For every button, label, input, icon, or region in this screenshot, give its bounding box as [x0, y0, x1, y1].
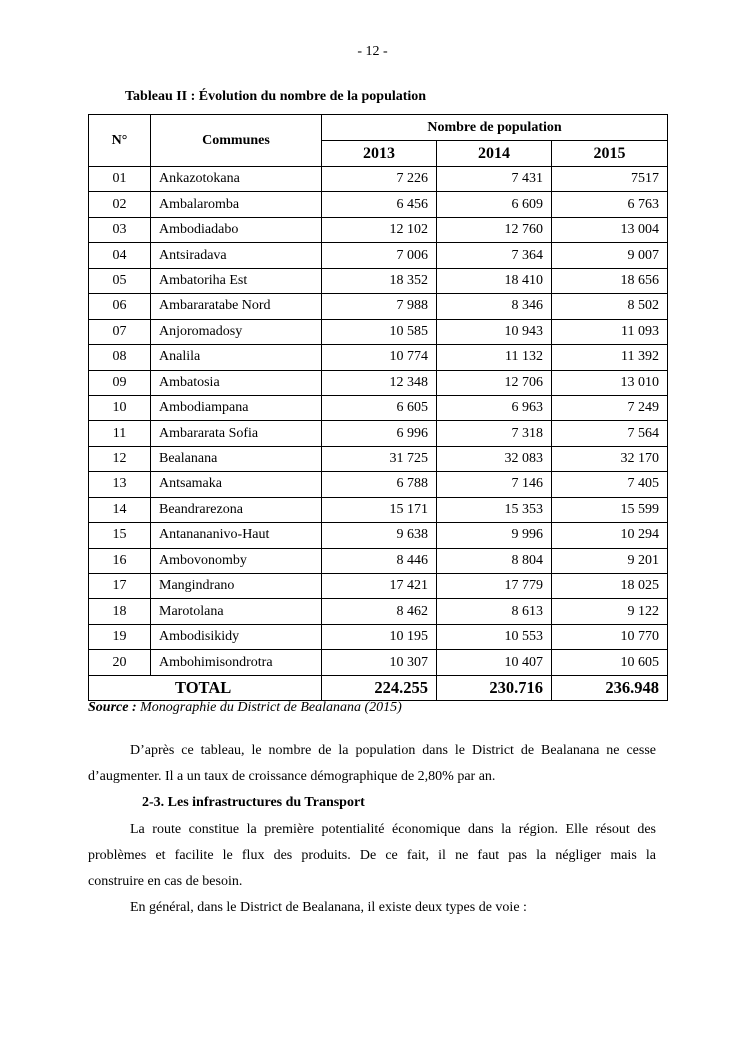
table-row: [89, 472, 668, 497]
row-2014: 15 353: [437, 497, 552, 522]
row-commune: Analila: [151, 345, 322, 370]
row-commune: Beandrarezona: [151, 497, 322, 522]
row-number: 11: [89, 421, 151, 446]
row-commune: Ambatoriha Est: [151, 268, 322, 293]
row-2014: 12 706: [437, 370, 552, 395]
row-2014: 12 760: [437, 217, 552, 242]
row-2015: 10 605: [552, 650, 668, 675]
table-row: [89, 268, 668, 293]
row-2014: 7 364: [437, 243, 552, 268]
row-2015: 11 093: [552, 319, 668, 344]
row-2015: 9 201: [552, 548, 668, 573]
row-number: 08: [89, 345, 151, 370]
paragraph-1-line-2: d’augmenter. Il a un taux de croissance démographique de 2,80% par an.: [88, 769, 496, 784]
row-2015: 9 122: [552, 599, 668, 624]
row-2014: 10 407: [437, 650, 552, 675]
row-commune: Antsiradava: [151, 243, 322, 268]
row-2013: 10 195: [322, 624, 437, 649]
header-commune: Communes: [151, 115, 322, 167]
row-2015: 6 763: [552, 192, 668, 217]
row-commune: Mangindrano: [151, 574, 322, 599]
row-number: 14: [89, 497, 151, 522]
row-2015: 10 294: [552, 523, 668, 548]
row-2014: 8 346: [437, 294, 552, 319]
total-2015: 236.948: [552, 675, 668, 700]
row-2015: 15 599: [552, 497, 668, 522]
row-2013: 12 348: [322, 370, 437, 395]
row-commune: Ambovonomby: [151, 548, 322, 573]
row-number: 16: [89, 548, 151, 573]
source-label: Source :: [88, 700, 137, 715]
row-2013: 6 456: [322, 192, 437, 217]
table-body: [89, 167, 668, 676]
row-commune: Ambodiadabo: [151, 217, 322, 242]
table-row: [89, 243, 668, 268]
total-2013: 224.255: [322, 675, 437, 700]
row-number: 19: [89, 624, 151, 649]
row-2015: 9 007: [552, 243, 668, 268]
row-2015: 32 170: [552, 446, 668, 471]
row-2013: 6 996: [322, 421, 437, 446]
table-row: [89, 294, 668, 319]
row-number: 15: [89, 523, 151, 548]
row-commune: Ankazotokana: [151, 167, 322, 192]
header-population-group: Nombre de population: [322, 115, 668, 141]
row-2014: 10 943: [437, 319, 552, 344]
paragraph-1-line-1: D’après ce tableau, le nombre de la population dans le District de Bealanana ne cesse: [130, 743, 656, 758]
row-2014: 9 996: [437, 523, 552, 548]
row-2014: 8 804: [437, 548, 552, 573]
population-table: [88, 114, 668, 701]
row-commune: Ambararatabe Nord: [151, 294, 322, 319]
row-2013: 7 006: [322, 243, 437, 268]
table-caption: Tableau II : Évolution du nombre de la population: [125, 89, 427, 104]
row-2013: 7 226: [322, 167, 437, 192]
table-row: [89, 650, 668, 675]
table-row: [89, 523, 668, 548]
row-2015: 8 502: [552, 294, 668, 319]
table-row: [89, 421, 668, 446]
row-2014: 10 553: [437, 624, 552, 649]
header-year-2013: 2013: [322, 141, 437, 167]
row-commune: Ambalaromba: [151, 192, 322, 217]
row-2013: 15 171: [322, 497, 437, 522]
row-2015: 7 564: [552, 421, 668, 446]
row-number: 09: [89, 370, 151, 395]
row-2015: 7 249: [552, 395, 668, 420]
row-number: 05: [89, 268, 151, 293]
row-number: 18: [89, 599, 151, 624]
table-row: [89, 624, 668, 649]
table-row: [89, 192, 668, 217]
table-row: [89, 599, 668, 624]
row-2013: 18 352: [322, 268, 437, 293]
row-commune: Ambatosia: [151, 370, 322, 395]
row-number: 17: [89, 574, 151, 599]
row-number: 06: [89, 294, 151, 319]
row-2013: 8 446: [322, 548, 437, 573]
header-year-2015: 2015: [552, 141, 668, 167]
row-2013: 7 988: [322, 294, 437, 319]
row-2014: 8 613: [437, 599, 552, 624]
row-2014: 6 609: [437, 192, 552, 217]
table-row: [89, 345, 668, 370]
total-label: TOTAL: [89, 675, 322, 700]
table-row: [89, 217, 668, 242]
row-commune: Anjoromadosy: [151, 319, 322, 344]
row-number: 13: [89, 472, 151, 497]
row-number: 02: [89, 192, 151, 217]
row-2014: 7 318: [437, 421, 552, 446]
row-2014: 32 083: [437, 446, 552, 471]
row-2014: 6 963: [437, 395, 552, 420]
table-source: [88, 700, 402, 716]
table-row: [89, 395, 668, 420]
row-commune: Ambodisikidy: [151, 624, 322, 649]
table-row: [89, 548, 668, 573]
source-text: Monographie du District de Bealanana (2015): [136, 700, 402, 715]
row-number: 01: [89, 167, 151, 192]
table-row: [89, 574, 668, 599]
total-row: [89, 675, 668, 700]
paragraph-2-line-3: construire en cas de besoin.: [88, 874, 243, 889]
row-number: 07: [89, 319, 151, 344]
row-number: 10: [89, 395, 151, 420]
row-2015: 18 656: [552, 268, 668, 293]
section-heading: 2-3. Les infrastructures du Transport: [142, 795, 365, 810]
table-row: [89, 167, 668, 192]
table-row: [89, 446, 668, 471]
row-number: 04: [89, 243, 151, 268]
row-2015: 13 004: [552, 217, 668, 242]
row-2013: 6 788: [322, 472, 437, 497]
row-commune: Bealanana: [151, 446, 322, 471]
row-2015: 11 392: [552, 345, 668, 370]
row-commune: Ambodiampana: [151, 395, 322, 420]
row-2014: 7 431: [437, 167, 552, 192]
row-2015: 10 770: [552, 624, 668, 649]
row-2013: 12 102: [322, 217, 437, 242]
row-2013: 10 774: [322, 345, 437, 370]
row-commune: Ambararata Sofia: [151, 421, 322, 446]
row-2014: 17 779: [437, 574, 552, 599]
row-2014: 11 132: [437, 345, 552, 370]
row-commune: Marotolana: [151, 599, 322, 624]
row-commune: Antsamaka: [151, 472, 322, 497]
row-commune: Ambohimisondrotra: [151, 650, 322, 675]
row-number: 03: [89, 217, 151, 242]
header-year-2014: 2014: [437, 141, 552, 167]
row-number: 12: [89, 446, 151, 471]
row-2014: 18 410: [437, 268, 552, 293]
row-commune: Antanananivo-Haut: [151, 523, 322, 548]
row-2013: 10 307: [322, 650, 437, 675]
row-2013: 17 421: [322, 574, 437, 599]
row-2013: 9 638: [322, 523, 437, 548]
row-2015: 13 010: [552, 370, 668, 395]
row-2014: 7 146: [437, 472, 552, 497]
row-2013: 31 725: [322, 446, 437, 471]
row-2013: 8 462: [322, 599, 437, 624]
table-row: [89, 319, 668, 344]
row-2015: 7517: [552, 167, 668, 192]
paragraph-3-line-1: En général, dans le District de Bealanana, il existe deux types de voie :: [130, 900, 527, 915]
header-number: N°: [89, 115, 151, 167]
paragraph-1: [88, 738, 656, 790]
row-number: 20: [89, 650, 151, 675]
table-row: [89, 370, 668, 395]
row-2013: 6 605: [322, 395, 437, 420]
page-number: - 12 -: [357, 44, 388, 59]
table-row: [89, 497, 668, 522]
total-2014: 230.716: [437, 675, 552, 700]
row-2013: 10 585: [322, 319, 437, 344]
paragraph-2-line-2: problèmes et facilite le flux des produits. De ce fait, il ne faut pas la négliger mais la: [88, 848, 656, 863]
paragraph-2-line-1: La route constitue la première potentialité économique dans la région. Elle résout des: [130, 822, 656, 837]
row-2015: 18 025: [552, 574, 668, 599]
paragraph-2: [88, 817, 656, 921]
row-2015: 7 405: [552, 472, 668, 497]
